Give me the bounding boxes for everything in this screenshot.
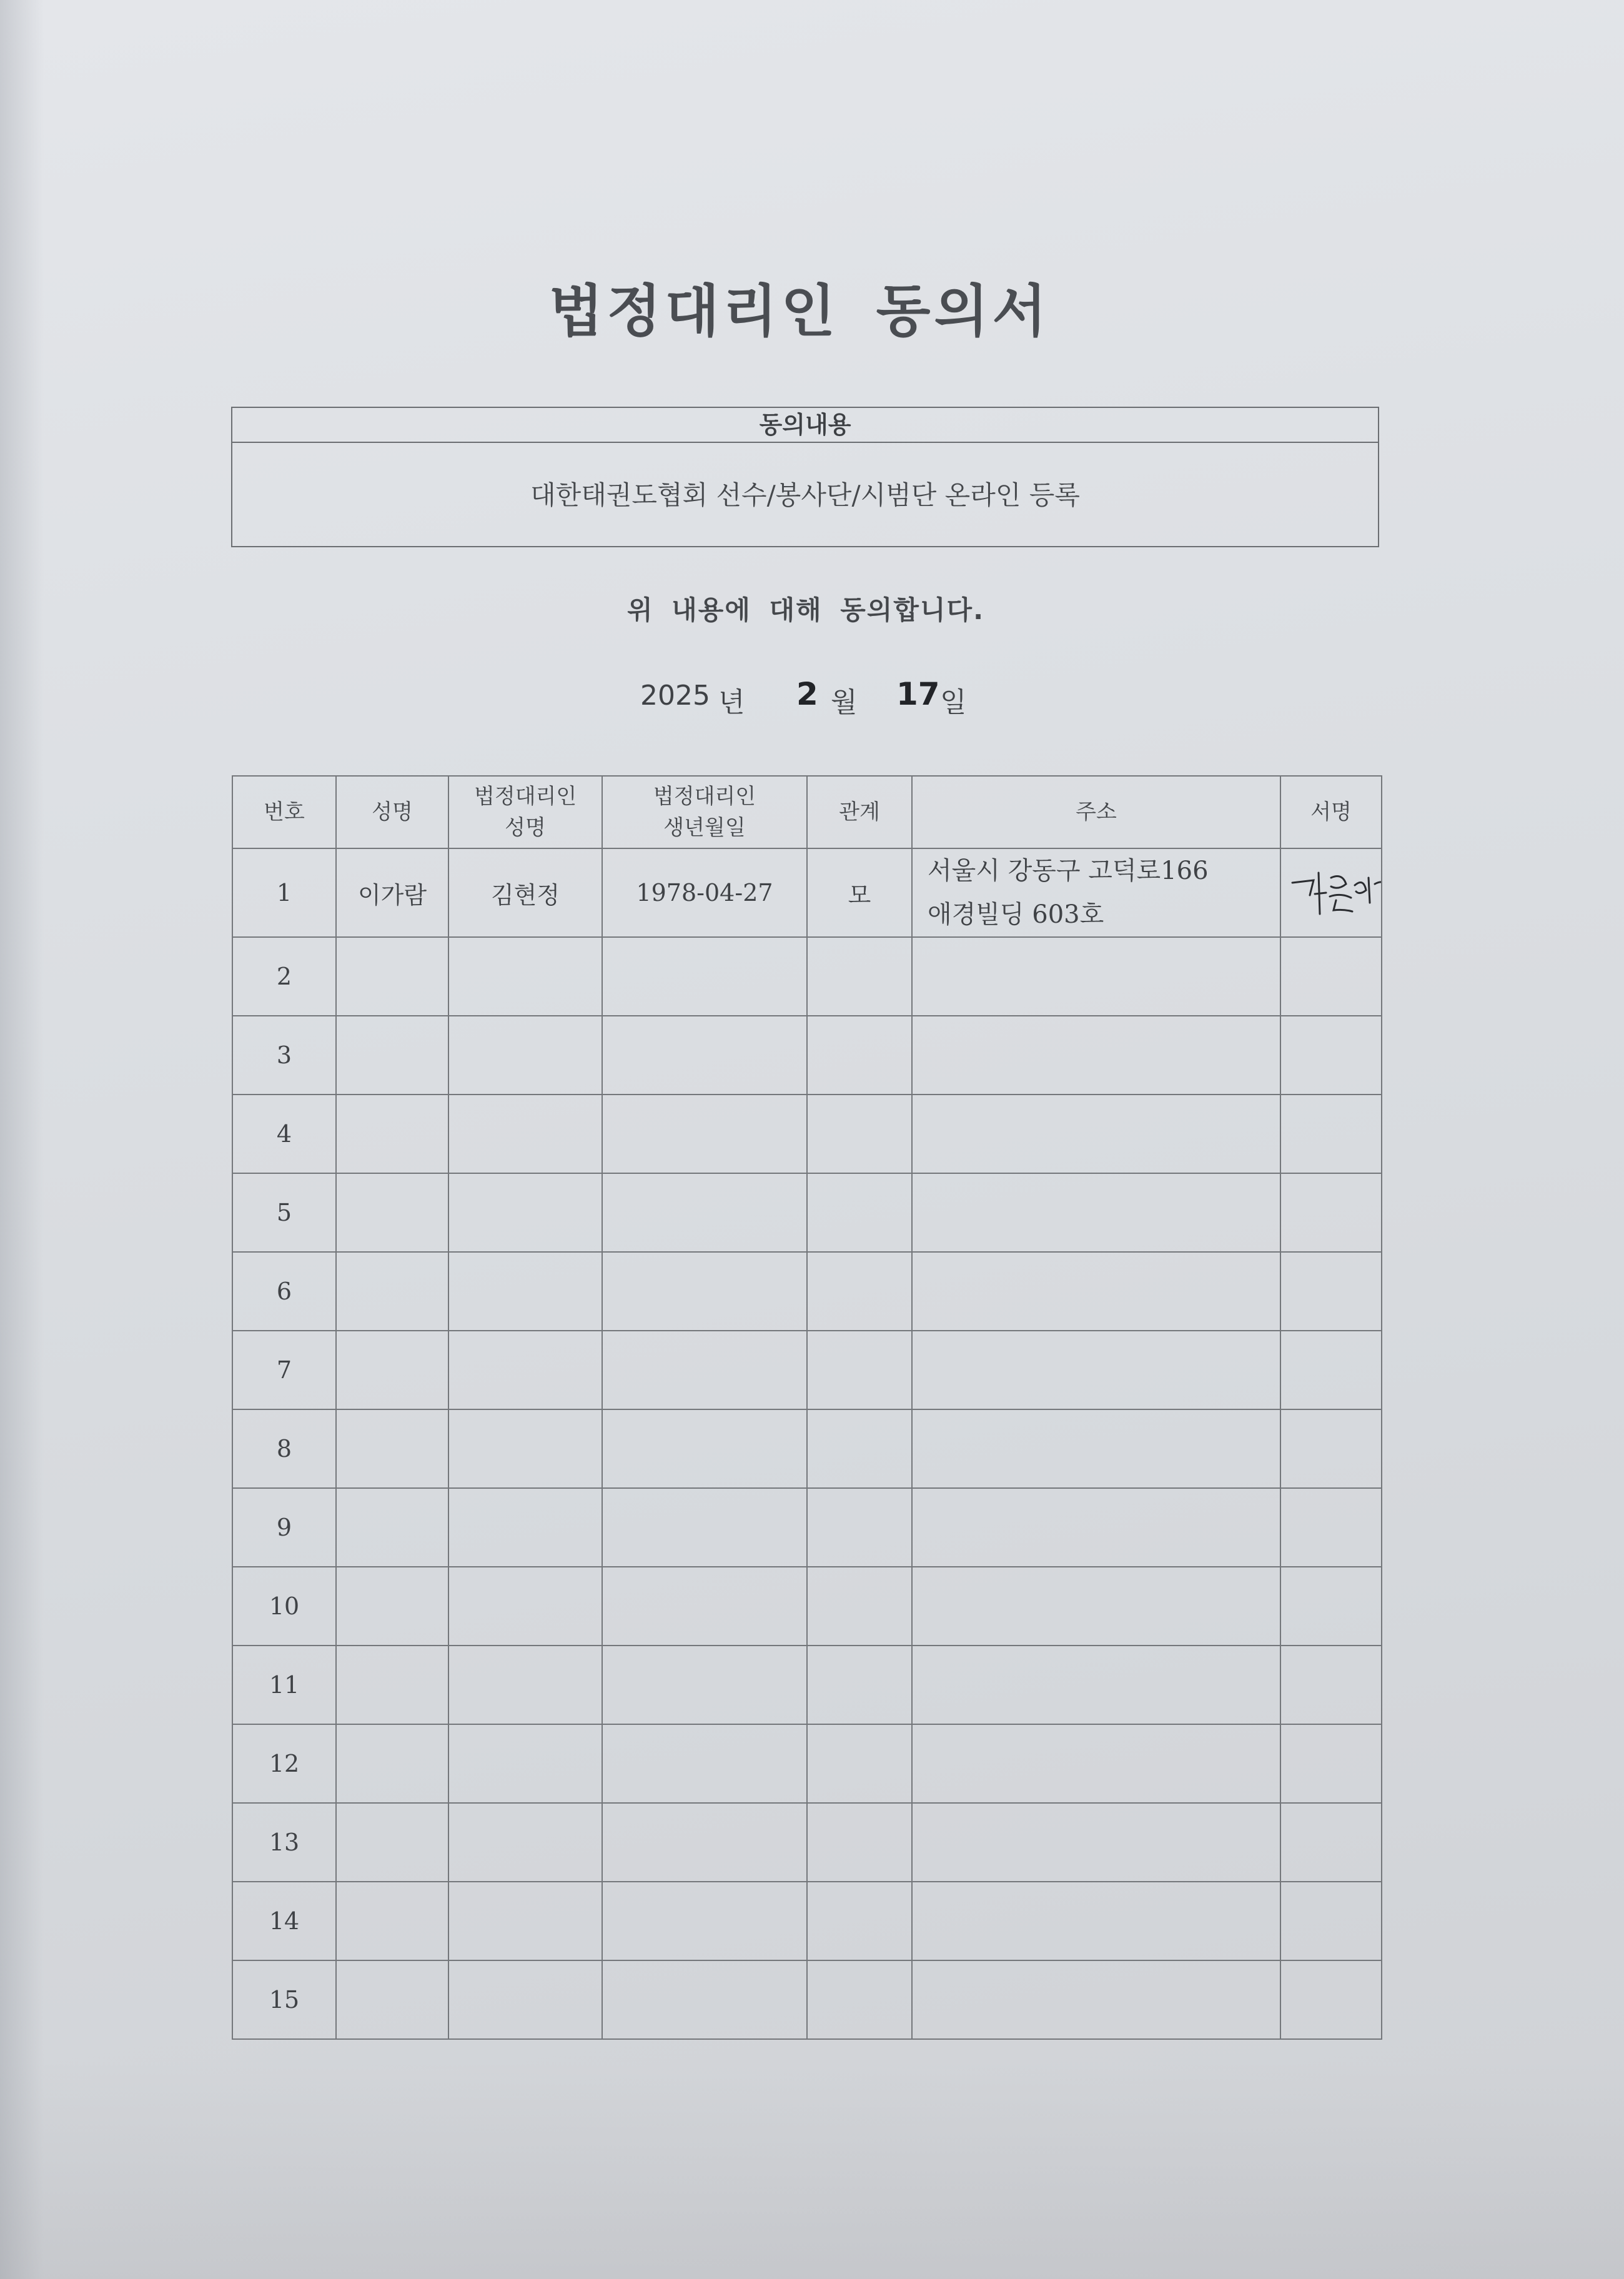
cell-guardian-birth bbox=[602, 1331, 807, 1409]
cell-relation bbox=[807, 1016, 912, 1095]
cell-guardian-name bbox=[448, 1252, 602, 1331]
table-row bbox=[232, 1173, 1382, 1252]
cell-name bbox=[336, 1567, 448, 1646]
header-no: 번호 bbox=[232, 776, 336, 848]
cell-guardian-birth bbox=[602, 1016, 807, 1095]
cell-address bbox=[912, 1646, 1280, 1724]
date-year: 2025 bbox=[640, 680, 710, 712]
cell-signature bbox=[1280, 937, 1382, 1016]
cell-no: 7 bbox=[232, 1331, 336, 1409]
cell-address bbox=[912, 1803, 1280, 1882]
table-row bbox=[232, 1646, 1382, 1724]
cell-guardian-birth bbox=[602, 1960, 807, 2039]
cell-guardian-birth bbox=[602, 1173, 807, 1252]
cell-guardian-name bbox=[448, 1173, 602, 1252]
cell-guardian-birth bbox=[602, 937, 807, 1016]
cell-address bbox=[912, 1960, 1280, 2039]
cell-name bbox=[336, 1488, 448, 1567]
cell-guardian-birth bbox=[602, 1724, 807, 1803]
cell-name bbox=[336, 1016, 448, 1095]
agreement-text: 위 내용에 대해 동의합니다. bbox=[626, 595, 985, 625]
cell-address bbox=[912, 848, 1280, 937]
cell-no: 6 bbox=[232, 1252, 336, 1331]
date-day: 17 bbox=[896, 676, 940, 712]
cell-no: 8 bbox=[232, 1409, 336, 1488]
document-title: 법정대리인 동의서 bbox=[548, 279, 1051, 344]
cell-guardian-name bbox=[448, 1724, 602, 1803]
handwritten-signature bbox=[1281, 859, 1382, 921]
cell-guardian-birth bbox=[602, 1567, 807, 1646]
cell-guardian-birth bbox=[602, 1488, 807, 1567]
cell-signature bbox=[1280, 1016, 1382, 1095]
header-signature: 서명 bbox=[1280, 776, 1382, 848]
table-row bbox=[232, 1331, 1382, 1409]
cell-name: 이가람 bbox=[336, 848, 448, 937]
cell-guardian-birth: 1978-04-27 bbox=[602, 848, 807, 937]
cell-relation bbox=[807, 1488, 912, 1567]
cell-guardian-name bbox=[448, 937, 602, 1016]
cell-signature bbox=[1280, 1331, 1382, 1409]
cell-relation bbox=[807, 1724, 912, 1803]
table-header-row bbox=[232, 776, 1382, 848]
consent-header: 동의내용 bbox=[232, 408, 1378, 443]
table-row bbox=[232, 1803, 1382, 1882]
cell-no: 3 bbox=[232, 1016, 336, 1095]
address-line-1: 서울시 강동구 고덕로166 bbox=[928, 856, 1209, 885]
cell-signature bbox=[1280, 1960, 1382, 2039]
table-row bbox=[232, 1252, 1382, 1331]
cell-address bbox=[912, 1567, 1280, 1646]
guardian-table bbox=[232, 775, 1382, 2040]
cell-signature bbox=[1280, 1724, 1382, 1803]
cell-relation bbox=[807, 1331, 912, 1409]
cell-signature bbox=[1280, 1173, 1382, 1252]
cell-relation bbox=[807, 1960, 912, 2039]
cell-relation bbox=[807, 1803, 912, 1882]
cell-name bbox=[336, 937, 448, 1016]
cell-guardian-name bbox=[448, 1488, 602, 1567]
cell-guardian-birth bbox=[602, 1409, 807, 1488]
consent-box bbox=[231, 407, 1379, 547]
cell-no: 12 bbox=[232, 1724, 336, 1803]
cell-signature bbox=[1280, 1409, 1382, 1488]
cell-no: 11 bbox=[232, 1646, 336, 1724]
date-month: 2 bbox=[796, 676, 818, 712]
cell-address bbox=[912, 1173, 1280, 1252]
cell-address bbox=[912, 937, 1280, 1016]
table-row bbox=[232, 1882, 1382, 1960]
cell-guardian-name: 김현정 bbox=[448, 848, 602, 937]
table-row bbox=[232, 1095, 1382, 1173]
cell-no: 13 bbox=[232, 1803, 336, 1882]
cell-guardian-name bbox=[448, 1095, 602, 1173]
table-row bbox=[232, 1567, 1382, 1646]
cell-signature bbox=[1280, 848, 1382, 937]
date-month-unit: 월 bbox=[831, 687, 858, 718]
header-relation: 관계 bbox=[807, 776, 912, 848]
address-line-2: 애경빌딩 603호 bbox=[928, 900, 1104, 929]
cell-address bbox=[912, 1095, 1280, 1173]
date-day-unit: 일 bbox=[940, 687, 967, 718]
header-address: 주소 bbox=[912, 776, 1280, 848]
cell-guardian-name bbox=[448, 1646, 602, 1724]
cell-relation bbox=[807, 1095, 912, 1173]
header-name: 성명 bbox=[336, 776, 448, 848]
table-row bbox=[232, 937, 1382, 1016]
cell-guardian-birth bbox=[602, 1882, 807, 1960]
cell-guardian-birth bbox=[602, 1095, 807, 1173]
cell-address bbox=[912, 1488, 1280, 1567]
cell-relation bbox=[807, 1646, 912, 1724]
cell-signature bbox=[1280, 1252, 1382, 1331]
cell-name bbox=[336, 1173, 448, 1252]
header-guardian-birth: 법정대리인 생년월일 bbox=[602, 776, 807, 848]
table-row bbox=[232, 1016, 1382, 1095]
cell-guardian-name bbox=[448, 1960, 602, 2039]
consent-content: 대한태권도협회 선수/봉사단/시범단 온라인 등록 bbox=[530, 480, 1080, 510]
cell-signature bbox=[1280, 1095, 1382, 1173]
cell-guardian-name bbox=[448, 1882, 602, 1960]
cell-relation bbox=[807, 1567, 912, 1646]
cell-address bbox=[912, 1252, 1280, 1331]
cell-name bbox=[336, 1331, 448, 1409]
cell-name bbox=[336, 1409, 448, 1488]
cell-name bbox=[336, 1095, 448, 1173]
cell-no: 4 bbox=[232, 1095, 336, 1173]
cell-no: 2 bbox=[232, 937, 336, 1016]
cell-relation: 모 bbox=[807, 848, 912, 937]
table-row bbox=[232, 1488, 1382, 1567]
cell-signature bbox=[1280, 1882, 1382, 1960]
cell-relation bbox=[807, 937, 912, 1016]
cell-address bbox=[912, 1409, 1280, 1488]
cell-no: 15 bbox=[232, 1960, 336, 2039]
date-year-unit: 년 bbox=[718, 687, 745, 718]
table-row bbox=[232, 1724, 1382, 1803]
cell-guardian-name bbox=[448, 1567, 602, 1646]
cell-guardian-name bbox=[448, 1409, 602, 1488]
cell-name bbox=[336, 1252, 448, 1331]
cell-guardian-birth bbox=[602, 1646, 807, 1724]
cell-relation bbox=[807, 1409, 912, 1488]
cell-relation bbox=[807, 1252, 912, 1331]
table-row bbox=[232, 848, 1382, 937]
header-guardian-name: 법정대리인 성명 bbox=[448, 776, 602, 848]
cell-guardian-birth bbox=[602, 1803, 807, 1882]
cell-signature bbox=[1280, 1646, 1382, 1724]
cell-no: 10 bbox=[232, 1567, 336, 1646]
cell-guardian-name bbox=[448, 1803, 602, 1882]
cell-address bbox=[912, 1331, 1280, 1409]
cell-guardian-name bbox=[448, 1016, 602, 1095]
cell-name bbox=[336, 1882, 448, 1960]
paper-shade bbox=[0, 2062, 1624, 2279]
table-row bbox=[232, 1960, 1382, 2039]
cell-address bbox=[912, 1724, 1280, 1803]
cell-no: 14 bbox=[232, 1882, 336, 1960]
cell-relation bbox=[807, 1173, 912, 1252]
cell-signature bbox=[1280, 1803, 1382, 1882]
cell-address bbox=[912, 1016, 1280, 1095]
cell-name bbox=[336, 1724, 448, 1803]
cell-no: 9 bbox=[232, 1488, 336, 1567]
cell-no: 1 bbox=[232, 848, 336, 937]
cell-guardian-birth bbox=[602, 1252, 807, 1331]
cell-signature bbox=[1280, 1488, 1382, 1567]
cell-no: 5 bbox=[232, 1173, 336, 1252]
cell-name bbox=[336, 1803, 448, 1882]
cell-address bbox=[912, 1882, 1280, 1960]
cell-guardian-name bbox=[448, 1331, 602, 1409]
cell-signature bbox=[1280, 1567, 1382, 1646]
cell-relation bbox=[807, 1882, 912, 1960]
cell-name bbox=[336, 1646, 448, 1724]
cell-name bbox=[336, 1960, 448, 2039]
table-row bbox=[232, 1409, 1382, 1488]
